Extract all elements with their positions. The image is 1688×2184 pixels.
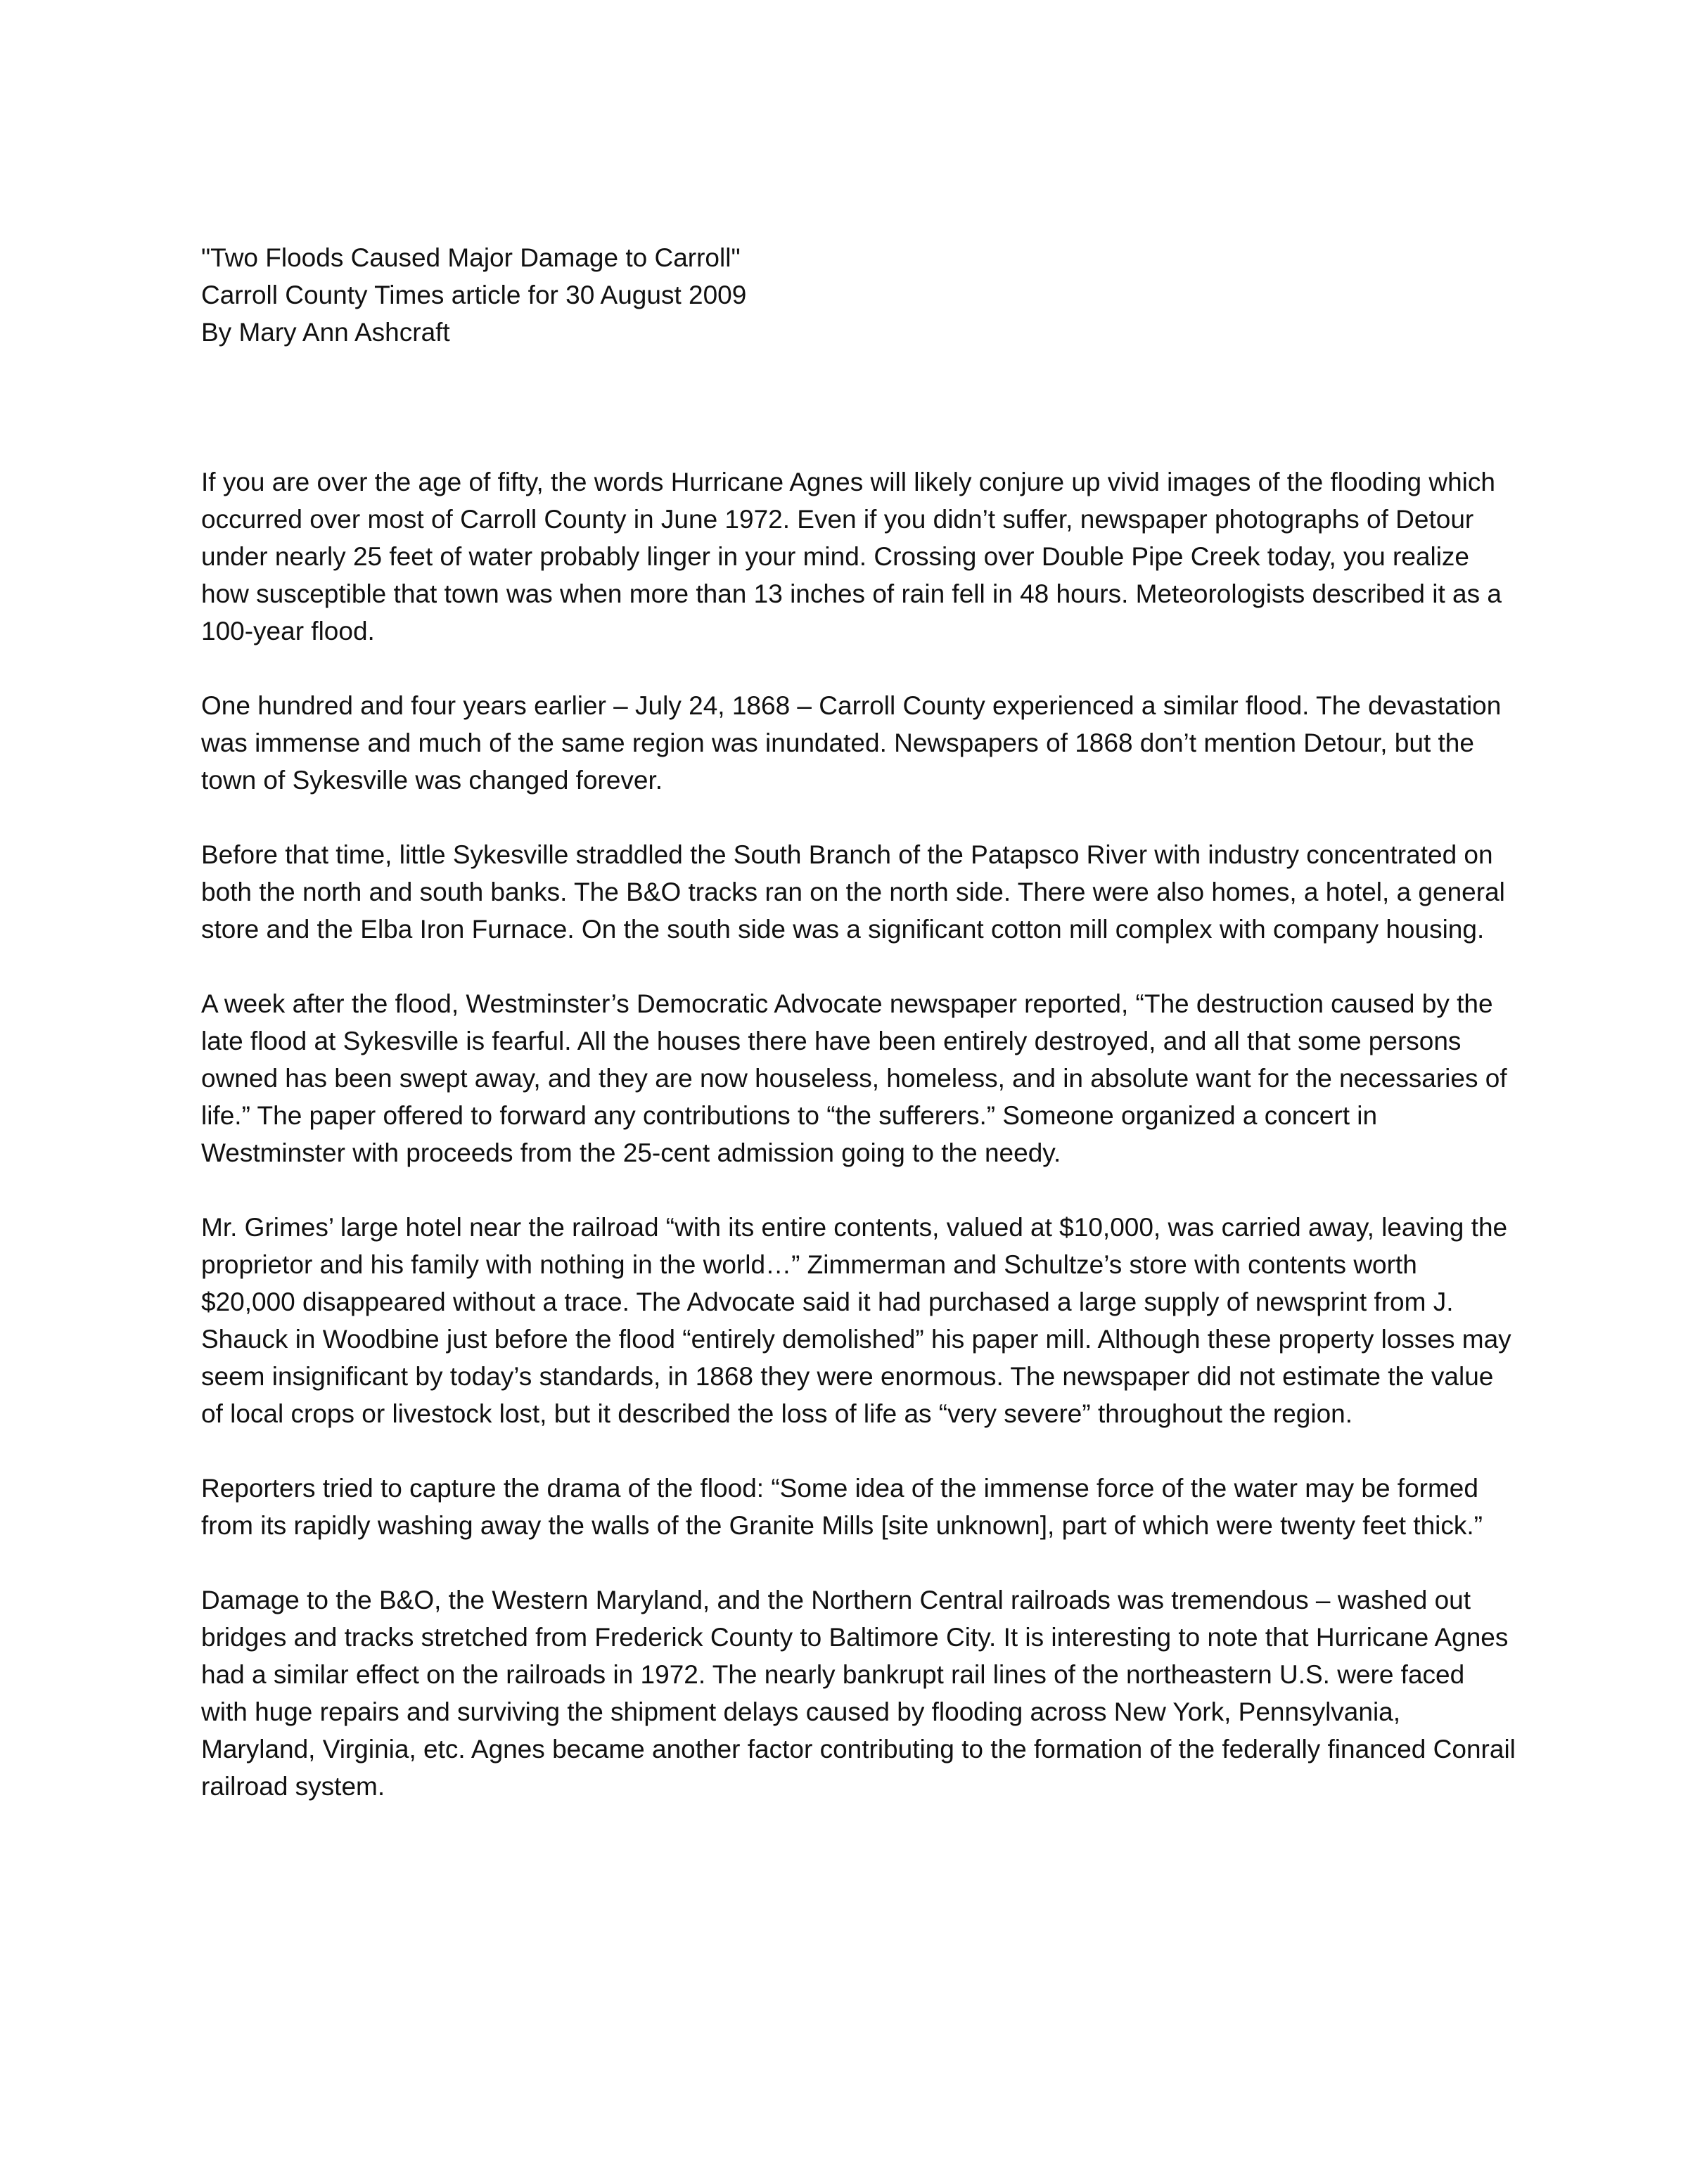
paragraph: Damage to the B&O, the Western Maryland, and the Northern Central railroads was tremendous – washed out bridges and tracks stretched from Frederick County to Baltimore City. It is interesting to note that Hurricane Agnes had a similar effect on the railroads in 1972. The nearly bankrupt rail lines of the northeastern U.S. were faced with huge repairs and surviving the shipment delays caused by flooding across New York, Pennsylvania, Maryland, Virginia, etc. Agnes became another factor contributing to the formation of the federally financed Conrail railroad system. (201, 1586, 1516, 1801)
article-body (201, 463, 1516, 1805)
paragraph: Reporters tried to capture the drama of the flood: “Some idea of the immense force of the water may be formed from its rapidly washing away the walls of the Granite Mills [site unknown], part of which were twenty feet thick.” (201, 1474, 1483, 1540)
paragraph: Before that time, little Sykesville straddled the South Branch of the Patapsco River with industry concentrated on both the north and south banks. The B&O tracks ran on the north side. There were also homes, a hotel, a general store and the Elba Iron Furnace. On the south side was a significant cotton mill complex with company housing. (201, 840, 1505, 944)
paragraph: One hundred and four years earlier – July 24, 1868 – Carroll County experienced a similar flood. The devastation was immense and much of the same region was inundated. Newspapers of 1868 don’t mention Detour, but the town of Sykesville was changed forever. (201, 691, 1502, 795)
paragraph: A week after the flood, Westminster’s Democratic Advocate newspaper reported, “The destruction caused by the late flood at Sykesville is fearful. All the houses there have been entirely destroyed, and all that some persons owned has been swept away, and they are now houseless, homeless, and in absolute want for the necessaries of life.” The paper offered to forward any contributions to “the sufferers.” Someone organized a concert in Westminster with proceeds from the 25-cent admission going to the needy. (201, 989, 1507, 1167)
byline: By Mary Ann Ashcraft (201, 318, 450, 347)
article-title: "Two Floods Caused Major Damage to Carroll" (201, 243, 741, 272)
paragraph: If you are over the age of fifty, the words Hurricane Agnes will likely conjure up vivid images of the flooding which occurred over most of Carroll County in June 1972. Even if you didn’t suffer, newspaper photographs of Detour under nearly 25 feet of water probably linger in your mind. Crossing over Double Pipe Creek today, you realize how susceptible that town was when more than 13 inches of rain fell in 48 hours. Meteorologists described it as a 100-year flood. (201, 468, 1502, 645)
article-header (201, 239, 1516, 351)
publication-line: Carroll County Times article for 30 August 2009 (201, 281, 747, 309)
document-page (201, 239, 1516, 1842)
paragraph: Mr. Grimes’ large hotel near the railroad “with its entire contents, valued at $10,000, was carried away, leaving the proprietor and his family with nothing in the world…” Zimmerman and Schultze’s store with contents worth $20,000 disappeared without a trace. The Advocate said it had purchased a large supply of newsprint from J. Shauck in Woodbine just before the flood “entirely demolished” his paper mill. Although these property losses may seem insignificant by today’s standards, in 1868 they were enormous. The newspaper did not estimate the value of local crops or livestock lost, but it described the loss of life as “very severe” throughout the region. (201, 1213, 1511, 1428)
